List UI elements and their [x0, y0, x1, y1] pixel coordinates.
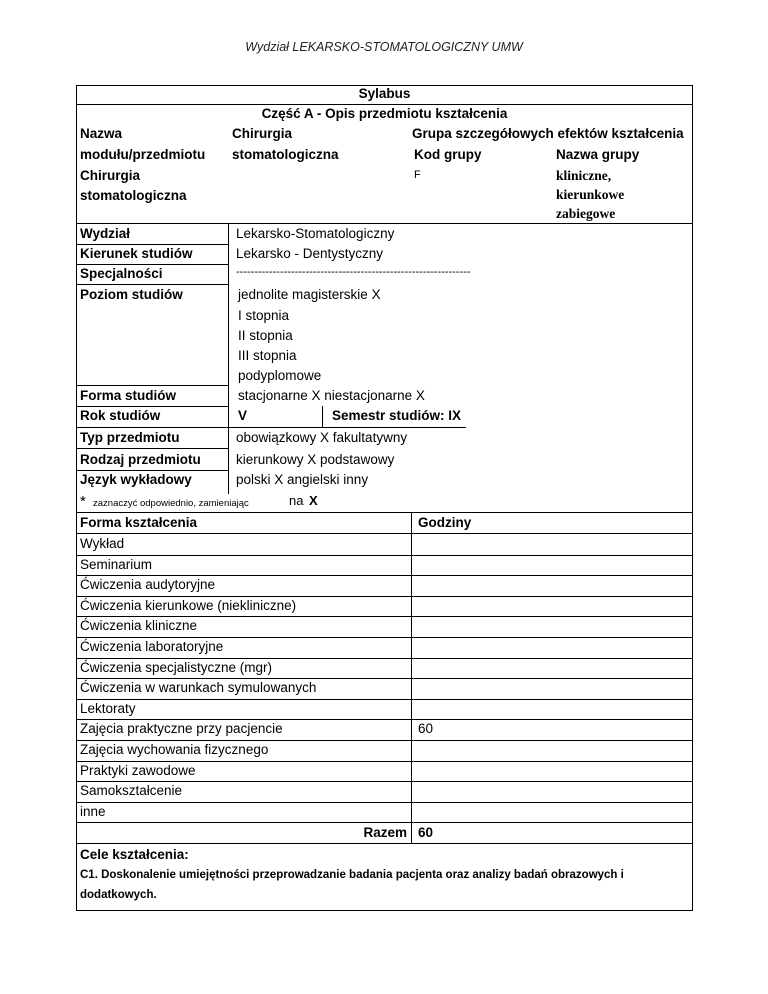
- goals-header: Cele kształcenia:: [80, 847, 189, 862]
- subject-kind-value: kierunkowy X podstawowy: [236, 452, 395, 467]
- hours-row-label: Ćwiczenia kliniczne: [80, 618, 198, 633]
- hours-row-label: Ćwiczenia specjalistyczne (mgr): [80, 660, 273, 675]
- study-level-option: podyplomowe: [238, 368, 322, 383]
- module-name-value: stomatologiczna: [232, 147, 339, 162]
- outcome-group-header: Grupa szczegółowych efektów kształcenia: [412, 126, 684, 141]
- total-value: 60: [418, 825, 434, 840]
- study-level-option: III stopnia: [238, 348, 297, 363]
- note-asterisk: *: [80, 493, 86, 510]
- language-label: Język wykładowy: [80, 472, 192, 487]
- subject-type-label: Typ przedmiotu: [80, 430, 180, 445]
- module-name-label: stomatologiczna: [80, 188, 187, 203]
- module-name-value: Chirurgia: [232, 126, 293, 141]
- study-form-value: stacjonarne X niestacjonarne X: [238, 388, 425, 403]
- hours-row-label: Zajęcia praktyczne przy pacjencie: [80, 721, 283, 736]
- hours-row-label: Ćwiczenia w warunkach symulowanych: [80, 680, 317, 695]
- form-of-education-header: Forma kształcenia: [80, 515, 198, 530]
- hours-row-value: 60: [418, 721, 434, 736]
- hours-row-label: inne: [80, 804, 106, 819]
- hours-header: Godziny: [418, 515, 472, 530]
- study-year-label: Rok studiów: [80, 408, 161, 423]
- faculty-value: Lekarsko-Stomatologiczny: [236, 226, 395, 241]
- total-label: Razem: [363, 825, 407, 840]
- group-name-label: Nazwa grupy: [556, 147, 640, 162]
- study-direction-value: Lekarsko - Dentystyczny: [236, 246, 384, 261]
- page-header: Wydział LEKARSKO-STOMATOLOGICZNY UMW: [245, 40, 523, 54]
- study-level-label: Poziom studiów: [80, 287, 183, 302]
- module-name-label: Nazwa: [80, 126, 123, 141]
- subject-kind-label: Rodzaj przedmiotu: [80, 452, 201, 467]
- subject-type-value: obowiązkowy X fakultatywny: [236, 430, 408, 445]
- study-direction-label: Kierunek studiów: [80, 246, 193, 261]
- module-name-label: modułu/przedmiotu: [80, 147, 206, 162]
- hours-row-label: Ćwiczenia laboratoryjne: [80, 639, 224, 654]
- note-text: zaznaczyć odpowiednio, zamieniając: [93, 498, 249, 509]
- hours-row-label: Ćwiczenia kierunkowe (niekliniczne): [80, 598, 297, 613]
- hours-row-label: Samokształcenie: [80, 783, 183, 798]
- specialty-label: Specjalności: [80, 266, 163, 281]
- group-name-value: kliniczne,: [556, 168, 612, 183]
- hours-row-label: Zajęcia wychowania fizycznego: [80, 742, 269, 757]
- hours-row-label: Lektoraty: [80, 701, 136, 716]
- part-a-title: Część A - Opis przedmiotu kształcenia: [261, 106, 508, 121]
- syllabus-title: Sylabus: [358, 86, 411, 101]
- hours-row-label: Ćwiczenia audytoryjne: [80, 577, 216, 592]
- study-level-option: I stopnia: [238, 308, 290, 323]
- hours-row-label: Seminarium: [80, 557, 153, 572]
- hours-row-label: Wykład: [80, 536, 125, 551]
- study-level-option: jednolite magisterskie X: [238, 287, 381, 302]
- language-value: polski X angielski inny: [236, 472, 369, 487]
- specialty-value: ----------------------------------------------------------------: [236, 266, 471, 278]
- study-year-value: V: [238, 408, 248, 423]
- module-name-label: Chirurgia: [80, 168, 141, 183]
- note-tail: na: [289, 493, 304, 508]
- hours-row-label: Praktyki zawodowe: [80, 763, 196, 778]
- group-name-value: kierunkowe: [556, 187, 625, 202]
- goal-c1-continued: dodatkowych.: [80, 889, 157, 901]
- group-code-label: Kod grupy: [414, 147, 482, 162]
- note-x: X: [309, 493, 318, 508]
- goal-c1: C1. Doskonalenie umiejętności przeprowadzanie badania pacjenta oraz analizy badań obrazowych i: [80, 869, 624, 881]
- study-form-label: Forma studiów: [80, 388, 177, 403]
- group-name-value: zabiegowe: [556, 206, 616, 221]
- semester-value: Semestr studiów: IX: [332, 408, 462, 423]
- study-level-option: II stopnia: [238, 328, 293, 343]
- faculty-label: Wydział: [80, 226, 131, 241]
- group-code-value: F: [414, 169, 421, 181]
